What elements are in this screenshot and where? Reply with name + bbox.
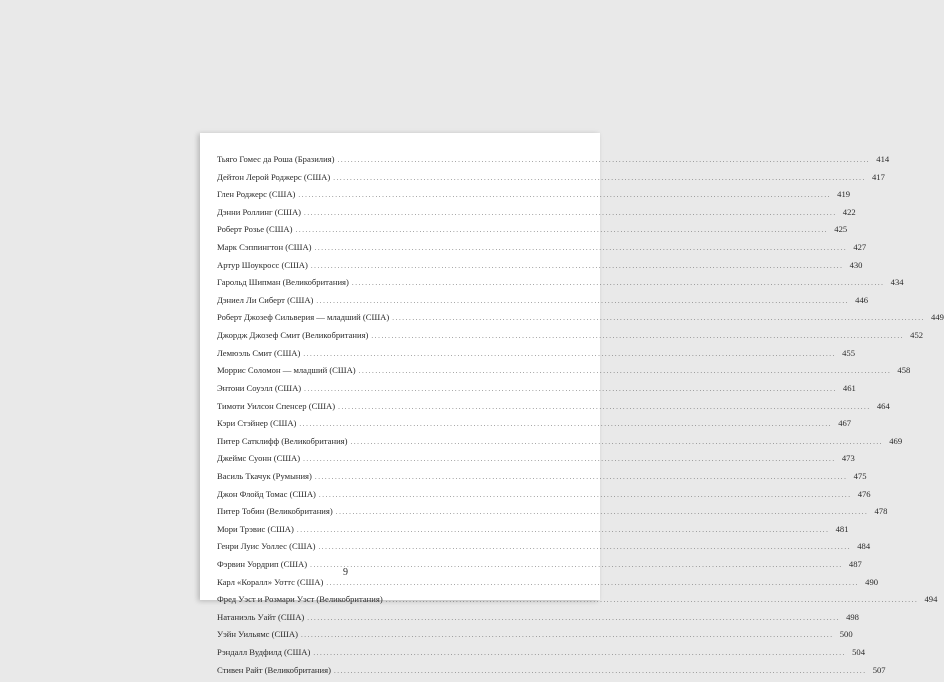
toc-entry xyxy=(217,347,855,366)
toc-entry xyxy=(217,189,851,207)
toc-dot-leader xyxy=(298,191,831,199)
toc-entry-title: Рэндалл Вудфилд (США) xyxy=(217,647,311,658)
toc-entry-title: Джордж Джозеф Смит (Великобритания) xyxy=(217,330,369,341)
toc-dot-leader xyxy=(307,614,840,622)
toc-dot-leader xyxy=(326,579,859,587)
toc-entry-page: 414 xyxy=(876,154,890,164)
toc-entry-page: 427 xyxy=(853,242,867,253)
toc-dot-leader xyxy=(350,438,883,446)
toc-dot-leader xyxy=(371,332,904,340)
toc-dot-leader xyxy=(304,209,837,217)
toc-dot-leader xyxy=(304,385,837,393)
toc-entry-title: Лемюэль Смит (США) xyxy=(217,347,301,358)
toc-entry xyxy=(217,647,865,665)
toc-entry xyxy=(217,365,911,383)
toc-entry-page: 481 xyxy=(835,523,849,534)
toc-entry-title: Марк Сэппингтон (США) xyxy=(217,242,312,253)
toc-entry-title: Генри Луис Уоллес (США) xyxy=(217,541,316,552)
toc-entry-title: Фред Уэст и Розмари Уэст (Великобритания) xyxy=(217,594,383,605)
toc-entry xyxy=(217,242,867,260)
toc-entry xyxy=(217,312,944,330)
book-page xyxy=(200,133,944,675)
toc-entry-page: 504 xyxy=(852,647,865,658)
toc-entry xyxy=(217,400,890,419)
toc-entry-page: 478 xyxy=(874,506,888,517)
toc-entry xyxy=(217,506,888,524)
toc-entry-page: 464 xyxy=(876,400,890,411)
toc-entry-title: Карл «Коралл» Уоттс (США) xyxy=(217,576,324,587)
toc-dot-leader xyxy=(301,631,834,639)
toc-entry-page: 446 xyxy=(855,294,869,305)
toc-entry xyxy=(217,154,890,172)
toc-dot-leader xyxy=(392,314,925,322)
toc-entry xyxy=(217,330,924,348)
toc-dot-leader xyxy=(316,297,849,305)
toc-entry-title: Джон Флойд Томас (США) xyxy=(217,488,316,499)
toc-entry-title: Стивен Райт (Великобритания) xyxy=(217,664,331,675)
toc-dot-leader xyxy=(359,367,892,375)
toc-dot-leader xyxy=(297,526,830,534)
toc-entry xyxy=(217,664,886,682)
toc-dot-leader xyxy=(318,543,851,551)
toc-entry-page: 419 xyxy=(837,189,851,200)
toc-entry xyxy=(217,294,869,313)
toc-entry-page: 430 xyxy=(849,259,863,270)
toc-entry-page: 473 xyxy=(841,453,855,464)
toc-entry-page: 490 xyxy=(865,576,879,587)
toc-entry xyxy=(217,418,852,436)
toc-entry-title: Гарольд Шипман (Великобритания) xyxy=(217,277,349,288)
toc-dot-leader xyxy=(319,491,852,499)
toc-dot-leader xyxy=(296,226,829,234)
toc-dot-leader xyxy=(333,174,866,182)
toc-entry xyxy=(217,470,867,489)
toc-entry-page: 469 xyxy=(889,435,903,446)
toc-entry xyxy=(217,206,856,225)
toc-entry-title: Василь Ткачук (Румыния) xyxy=(217,470,312,481)
toc-entry-page: 417 xyxy=(871,171,885,182)
toc-entry xyxy=(217,224,848,242)
toc-entry-page: 476 xyxy=(857,488,871,499)
toc-entry xyxy=(217,541,871,559)
toc-entry xyxy=(217,259,863,278)
toc-entry-page: 461 xyxy=(842,382,856,393)
toc-entry-page: 449 xyxy=(931,312,944,323)
toc-dot-leader xyxy=(311,262,844,270)
toc-entry xyxy=(217,453,855,471)
toc-entry xyxy=(217,611,859,630)
toc-dot-leader xyxy=(336,508,869,516)
toc-dot-leader xyxy=(338,156,871,164)
toc-entry xyxy=(217,171,885,190)
toc-entry-title: Энтони Соуэлл (США) xyxy=(217,382,302,393)
toc-dot-leader xyxy=(334,667,867,675)
toc-entry-page: 494 xyxy=(924,594,938,605)
toc-entry-page: 484 xyxy=(857,541,871,552)
toc-entry-title: Дэнни Роллинг (США) xyxy=(217,206,302,217)
toc-entry xyxy=(217,382,856,401)
page-number: 9 xyxy=(343,567,348,578)
toc-entry xyxy=(217,523,849,542)
toc-dot-leader xyxy=(315,244,848,252)
toc-entry-page: 422 xyxy=(842,206,856,217)
toc-entry-page: 434 xyxy=(890,277,904,288)
toc-entry-title: Тимоти Уилсон Спенсер (США) xyxy=(217,400,336,411)
toc-entry xyxy=(217,629,853,647)
toc-entry xyxy=(217,594,938,612)
toc-entry-title: Натаниэль Уайт (США) xyxy=(217,611,305,622)
toc-entry-title: Питер Сатклифф (Великобритания) xyxy=(217,435,348,446)
toc-entry-title: Джеймс Суонн (США) xyxy=(217,453,301,464)
toc-entry-page: 487 xyxy=(848,559,862,570)
toc-entry-page: 452 xyxy=(910,330,924,341)
toc-entry-title: Артур Шоукросс (США) xyxy=(217,259,308,270)
toc-dot-leader xyxy=(352,279,885,287)
toc-entry-title: Питер Тобин (Великобритания) xyxy=(217,506,333,517)
toc-entry-title: Фэрвин Уордрип (США) xyxy=(217,559,308,570)
toc-entry-title: Моррис Соломон — младший (США) xyxy=(217,365,356,376)
toc-dot-leader xyxy=(303,350,836,358)
toc-entry-title: Глен Роджерс (США) xyxy=(217,189,296,200)
toc-entry-page: 475 xyxy=(853,470,867,481)
toc-entry-title: Дейтон Лерой Роджерс (США) xyxy=(217,171,331,182)
toc-dot-leader xyxy=(303,455,836,463)
toc-dot-leader xyxy=(338,403,871,411)
toc-dot-leader xyxy=(386,596,919,604)
toc-entry xyxy=(217,435,903,454)
toc-entry-title: Мори Трэвис (США) xyxy=(217,523,294,534)
toc-dot-leader xyxy=(299,420,832,428)
toc-dot-leader xyxy=(313,649,846,657)
toc-entry-page: 498 xyxy=(846,611,859,622)
toc-entry-page: 425 xyxy=(834,224,848,235)
toc-entry-title: Дэниел Ли Сиберт (США) xyxy=(217,294,314,305)
toc-entry-title: Роберт Джозеф Сильверия — младший (США) xyxy=(217,312,390,323)
toc-entry-title: Роберт Розье (США) xyxy=(217,224,293,235)
toc-entry-page: 507 xyxy=(872,664,886,675)
toc-entry xyxy=(217,488,871,507)
toc-entry xyxy=(217,277,904,295)
toc-entry xyxy=(217,576,879,595)
toc-dot-leader xyxy=(315,473,848,481)
toc-entry-page: 458 xyxy=(897,365,911,376)
toc-entry-page: 455 xyxy=(842,347,855,358)
toc-entry-page: 467 xyxy=(838,418,852,429)
table-of-contents xyxy=(217,154,944,682)
toc-entry-page: 500 xyxy=(839,629,853,640)
toc-entry-title: Тьяго Гомес да Роша (Бразилия) xyxy=(217,154,335,164)
toc-entry-title: Уэйн Уильямс (США) xyxy=(217,629,298,640)
toc-entry-title: Кэри Стэйнер (США) xyxy=(217,418,297,429)
